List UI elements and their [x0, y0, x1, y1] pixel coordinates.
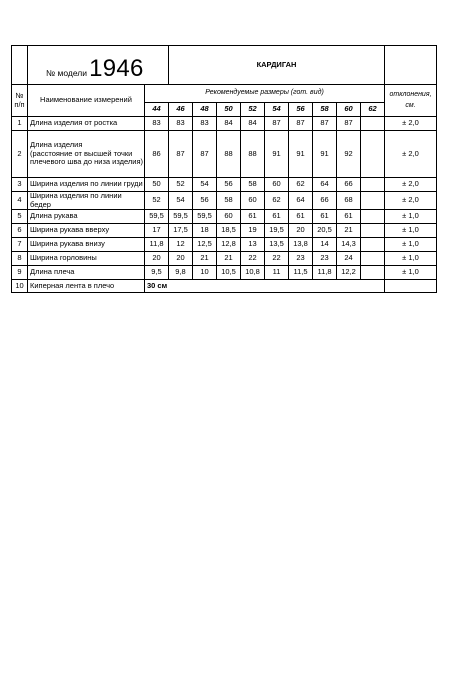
size-value-cell	[361, 131, 385, 178]
size-value-cell: 62	[289, 178, 313, 192]
row-number: 2	[12, 131, 28, 178]
size-value-cell: 14,3	[337, 238, 361, 252]
table-row-last	[12, 280, 438, 293]
size-header-cell: 54	[265, 103, 289, 117]
size-value-cell: 21	[217, 252, 241, 266]
row-number-header-line1: №	[15, 90, 24, 100]
size-value-cell: 84	[241, 117, 265, 131]
size-value-cell: 83	[193, 117, 217, 131]
size-value-cell: 50	[145, 178, 169, 192]
size-value-cell: 87	[193, 131, 217, 178]
row-number: 6	[12, 224, 28, 238]
row-number-header-line2: п/п	[14, 99, 25, 109]
measurement-name-line: Ширина изделия по линии груди	[30, 179, 143, 189]
size-header-cell: 48	[193, 103, 217, 117]
size-value-cell: 22	[241, 252, 265, 266]
size-header-cell: 56	[289, 103, 313, 117]
size-value-cell: 58	[217, 192, 241, 210]
size-value-cell: 9,8	[169, 266, 193, 280]
size-value-cell: 59,5	[193, 210, 217, 224]
measurement-name-line: Длина изделия	[30, 140, 83, 150]
size-value-cell: 12	[169, 238, 193, 252]
tolerance-cell: ± 1,0	[385, 252, 437, 266]
size-header-cell: 62	[361, 103, 385, 117]
size-value-cell: 52	[145, 192, 169, 210]
measurement-name-line: Ширина изделия по линии бедер	[30, 191, 122, 209]
size-value-cell: 60	[241, 192, 265, 210]
table-row	[12, 210, 438, 224]
name-header: Наименование измерений	[28, 85, 145, 117]
tolerance-cell: ± 2,0	[385, 178, 437, 192]
row-number: 8	[12, 252, 28, 266]
size-value-cell: 64	[289, 192, 313, 210]
blank-tolerance-cell	[385, 280, 437, 293]
size-value-cell: 88	[217, 131, 241, 178]
measurement-name-line: Ширина горловины	[30, 253, 97, 263]
size-header-cell: 50	[217, 103, 241, 117]
tape-length-value: 30 см	[145, 280, 193, 293]
size-value-cell: 12,2	[337, 266, 361, 280]
table-row	[12, 266, 438, 280]
size-value-cell: 68	[337, 192, 361, 210]
size-value-cell: 56	[193, 192, 217, 210]
size-value-cell: 87	[337, 117, 361, 131]
size-value-cell: 21	[193, 252, 217, 266]
tolerance-cell: ± 1,0	[385, 224, 437, 238]
size-value-cell: 11,8	[313, 266, 337, 280]
title-row	[12, 46, 438, 85]
measurement-name: Киперная лента в плечо	[28, 280, 145, 293]
measurement-name	[28, 252, 145, 266]
size-value-cell: 61	[289, 210, 313, 224]
measurement-name-line: плечевого шва до низа изделия)	[30, 157, 144, 167]
size-value-cell: 11	[265, 266, 289, 280]
size-value-cell: 83	[169, 117, 193, 131]
measurement-name	[28, 192, 145, 210]
size-value-cell: 18	[193, 224, 217, 238]
measurement-name	[28, 178, 145, 192]
size-value-cell	[361, 266, 385, 280]
measurement-name-line: Ширина рукава внизу	[30, 239, 105, 249]
size-value-cell: 22	[265, 252, 289, 266]
size-value-cell: 86	[145, 131, 169, 178]
blank-cell	[193, 280, 385, 293]
size-value-cell: 62	[265, 192, 289, 210]
size-value-cell: 19	[241, 224, 265, 238]
blank-deviation-top	[385, 46, 437, 85]
size-value-cell: 9,5	[145, 266, 169, 280]
size-value-cell: 91	[265, 131, 289, 178]
size-value-cell: 60	[265, 178, 289, 192]
row-number-header	[12, 85, 28, 117]
size-value-cell: 20,5	[313, 224, 337, 238]
tolerance-cell: ± 1,0	[385, 210, 437, 224]
size-value-cell: 12,5	[193, 238, 217, 252]
measurement-sheet	[11, 45, 438, 293]
size-value-cell: 54	[169, 192, 193, 210]
size-value-cell	[361, 192, 385, 210]
size-value-cell: 61	[337, 210, 361, 224]
model-label: № модели	[46, 68, 87, 79]
size-value-cell	[361, 178, 385, 192]
size-value-cell: 83	[145, 117, 169, 131]
tolerance-cell: ± 2,0	[385, 117, 437, 131]
size-value-cell	[361, 210, 385, 224]
size-value-cell: 20	[169, 252, 193, 266]
size-value-cell: 11,8	[145, 238, 169, 252]
measurement-name	[28, 210, 145, 224]
size-value-cell: 58	[241, 178, 265, 192]
size-value-cell: 87	[265, 117, 289, 131]
row-number: 7	[12, 238, 28, 252]
row-number: 3	[12, 178, 28, 192]
size-header-cell: 46	[169, 103, 193, 117]
measurement-name-line: Длина рукава	[30, 211, 78, 221]
size-value-cell: 19,5	[265, 224, 289, 238]
size-value-cell: 66	[313, 192, 337, 210]
tolerance-cell: ± 2,0	[385, 131, 437, 178]
deviation-header	[385, 85, 437, 117]
size-value-cell	[361, 238, 385, 252]
size-value-cell: 13,5	[265, 238, 289, 252]
size-value-cell: 11,5	[289, 266, 313, 280]
model-cell	[28, 46, 169, 85]
row-number: 10	[12, 280, 28, 293]
size-value-cell: 18,5	[217, 224, 241, 238]
tolerance-cell: ± 1,0	[385, 266, 437, 280]
size-value-cell: 59,5	[169, 210, 193, 224]
size-value-cell: 10,5	[217, 266, 241, 280]
size-value-cell: 20	[145, 252, 169, 266]
table-row	[12, 252, 438, 266]
table-row	[12, 117, 438, 131]
size-value-cell: 87	[169, 131, 193, 178]
tolerance-cell: ± 1,0	[385, 238, 437, 252]
size-value-cell: 87	[289, 117, 313, 131]
size-header-cell: 52	[241, 103, 265, 117]
size-value-cell	[361, 252, 385, 266]
size-value-cell: 21	[337, 224, 361, 238]
table-row	[12, 178, 438, 192]
blank-tail	[437, 46, 438, 85]
size-value-cell: 61	[313, 210, 337, 224]
row-number: 4	[12, 192, 28, 210]
row-number: 9	[12, 266, 28, 280]
size-value-cell: 92	[337, 131, 361, 178]
size-value-cell: 84	[217, 117, 241, 131]
size-value-cell: 13,8	[289, 238, 313, 252]
size-value-cell	[361, 224, 385, 238]
size-value-cell: 17,5	[169, 224, 193, 238]
size-value-cell: 66	[337, 178, 361, 192]
size-value-cell: 13	[241, 238, 265, 252]
table-row	[12, 192, 438, 210]
product-title: КАРДИГАН	[169, 46, 385, 85]
size-value-cell: 23	[313, 252, 337, 266]
table-row	[12, 131, 438, 178]
size-header-cell: 60	[337, 103, 361, 117]
row-number: 5	[12, 210, 28, 224]
size-value-cell: 14	[313, 238, 337, 252]
size-value-cell: 88	[241, 131, 265, 178]
size-value-cell: 61	[265, 210, 289, 224]
deviation-header-line1: отклонения,	[389, 91, 432, 98]
table-row	[12, 238, 438, 252]
size-value-cell: 91	[313, 131, 337, 178]
size-value-cell: 91	[289, 131, 313, 178]
measurement-name	[28, 131, 145, 178]
size-value-cell: 23	[289, 252, 313, 266]
recommended-sizes-header: Рекомендуемые размеры (гот. вид)	[145, 85, 385, 103]
row-number: 1	[12, 117, 28, 131]
measurement-name	[28, 266, 145, 280]
measurement-name-line: Длина изделия от ростка	[30, 118, 118, 128]
table-row	[12, 224, 438, 238]
measurement-name-line: Длина плеча	[30, 267, 75, 277]
measurement-table	[11, 45, 438, 293]
size-header-cell: 58	[313, 103, 337, 117]
measurement-name	[28, 238, 145, 252]
size-header-cell: 44	[145, 103, 169, 117]
size-value-cell: 64	[313, 178, 337, 192]
size-value-cell: 52	[169, 178, 193, 192]
size-value-cell	[361, 117, 385, 131]
size-value-cell: 56	[217, 178, 241, 192]
measurement-name-line: (расстояние от высшей точки	[30, 148, 133, 158]
size-value-cell: 59,5	[145, 210, 169, 224]
measurement-name	[28, 224, 145, 238]
measurement-name	[28, 117, 145, 131]
size-value-cell: 12,8	[217, 238, 241, 252]
size-value-cell: 17	[145, 224, 169, 238]
size-value-cell: 10	[193, 266, 217, 280]
size-value-cell: 10,8	[241, 266, 265, 280]
model-number: 1946	[89, 55, 144, 83]
size-value-cell: 87	[313, 117, 337, 131]
header-row	[12, 85, 438, 103]
size-value-cell: 20	[289, 224, 313, 238]
blank-corner-cell	[12, 46, 28, 85]
size-value-cell: 61	[241, 210, 265, 224]
deviation-header-line2: см.	[405, 101, 416, 109]
tolerance-cell: ± 2,0	[385, 192, 437, 210]
size-value-cell: 24	[337, 252, 361, 266]
measurement-name-line: Ширина рукава вверху	[30, 225, 110, 235]
size-value-cell: 54	[193, 178, 217, 192]
size-value-cell: 60	[217, 210, 241, 224]
